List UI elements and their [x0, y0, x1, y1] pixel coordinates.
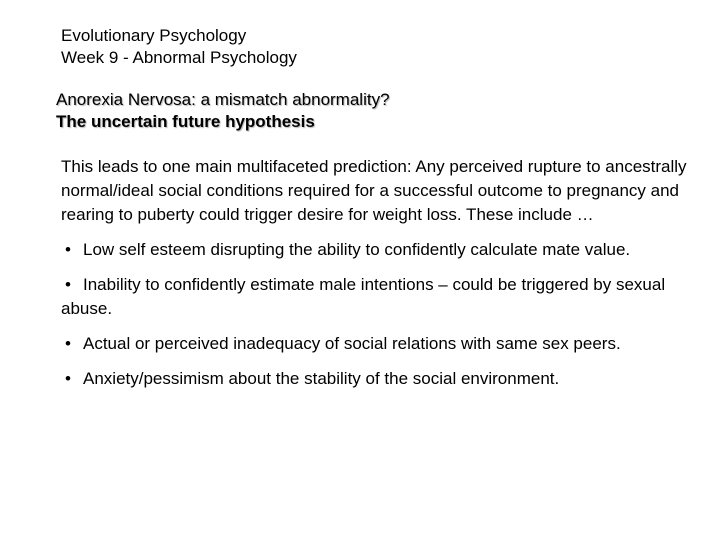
bullet-item [61, 238, 701, 262]
section-title [56, 89, 390, 133]
bullet-marker: • [65, 275, 71, 294]
bullet-marker: • [65, 334, 71, 353]
bullet-text: Inability to confidently estimate male intentions – could be triggered by sexual abuse. [61, 275, 666, 318]
bullet-text: Actual or perceived inadequacy of social relations with same sex peers. [83, 334, 621, 353]
bullet-item [61, 332, 701, 356]
bullet-text: Low self esteem disrupting the ability to confidently calculate mate value. [83, 240, 631, 259]
bullet-item [61, 273, 701, 321]
bullet-marker: • [65, 369, 71, 388]
section-title-line-1: Anorexia Nervosa: a mismatch abnormality? [56, 90, 390, 109]
week-line [61, 47, 297, 69]
slide-header [61, 25, 297, 69]
course-title: Evolutionary Psychology [61, 26, 247, 45]
bullet-item [61, 367, 701, 391]
bullet-marker: • [65, 240, 71, 259]
slide-body [61, 155, 701, 402]
bullet-text: Anxiety/pessimism about the stability of the social environment. [83, 369, 560, 388]
section-title-line-2: The uncertain future hypothesis [56, 112, 315, 131]
intro-paragraph: This leads to one main multifaceted prediction: Any perceived rupture to ancestrally normal/ideal social conditions required for a successful outcome to pregnancy and rearing to puberty could trigger desire for weight loss. These include … [61, 157, 687, 224]
week-title: Abnormal Psychology [132, 48, 297, 67]
week-label: Week 9 [61, 48, 119, 67]
week-separator: - [118, 48, 133, 67]
